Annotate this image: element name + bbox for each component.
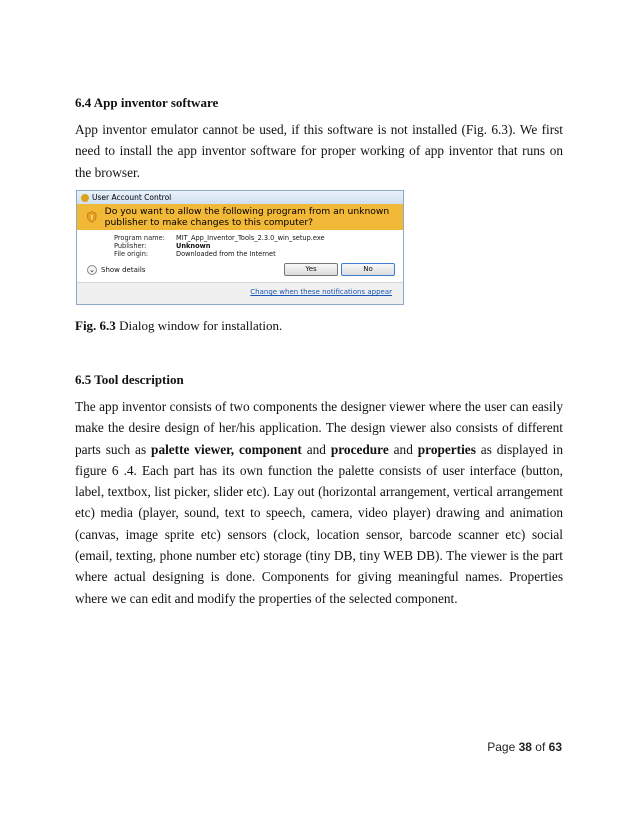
dialog-warning-header <box>77 204 403 230</box>
section-6-4-heading: 6.4 App inventor software <box>75 95 219 110</box>
paragraph-text-start: The app inventor consists of two components the designer viewer where the user can easily make the desire design of her/his application. The design viewer also consists of different parts such as <box>75 399 563 457</box>
yes-button: Yes <box>284 263 338 276</box>
file-origin-row <box>114 250 276 258</box>
program-name-value: MIT_App_Inventor_Tools_2.3.0_win_setup.exe <box>176 234 325 242</box>
show-details-label: Show details <box>101 266 146 274</box>
section-6-4-paragraph: App inventor emulator cannot be used, if this software is not installed (Fig. 6.3). We first need to install the app inventor software for proper working of app inventor that runs on the browser. <box>75 122 563 180</box>
dialog-titlebar <box>77 191 403 204</box>
chevron-down-icon: ⌄ <box>87 265 97 275</box>
program-name-row <box>114 234 325 242</box>
figure-caption-text: Dialog window for installation. <box>115 318 283 333</box>
dialog-footer <box>77 282 403 305</box>
file-origin-value: Downloaded from the Internet <box>176 250 276 258</box>
palette-viewer-term: palette viewer, component <box>151 441 302 457</box>
paragraph-and-2: and <box>388 441 418 457</box>
svg-text:!: ! <box>90 214 94 222</box>
section-6-5-paragraph <box>75 396 563 609</box>
publisher-label: Publisher: <box>114 242 147 250</box>
figure-caption <box>75 318 282 334</box>
dialog-title: User Account Control <box>92 193 172 202</box>
current-page-number: 38 <box>518 740 532 754</box>
uac-shield-small-icon <box>81 194 89 202</box>
page-word: Page <box>487 740 519 754</box>
dialog-question: Do you want to allow the following program from an unknown publisher to make changes to this computer? <box>104 206 390 228</box>
figure-label: Fig. 6.3 <box>75 318 116 333</box>
section-6-5-heading: 6.5 Tool description <box>75 372 184 387</box>
procedure-term: procedure <box>330 441 389 457</box>
file-origin-label: File origin: <box>114 250 149 258</box>
paragraph-and-1: and <box>301 441 331 457</box>
total-pages-number: 63 <box>548 740 562 754</box>
page-number-footer <box>487 740 562 754</box>
properties-term: properties <box>417 441 476 457</box>
change-notifications-link: Change when these notifications appear <box>250 288 392 296</box>
paragraph-text-rest: as displayed in figure 6 .4. Each part has its own function the palette consists of user interface (button, label, textbox, list picker, slider etc). Lay out (horizontal arrangement, vertical arrangement etc) media (player, sound, text to speech, camera, video player) drawing and animation (canvas, image sprite etc) sensors (clock, location sensor, barcode scanner etc) social (email, texting, phone number etc) storage (tiny DB, tiny WEB DB). The viewer is the part where actual designing is done. Components for giving meaningful names. Properties where we can edit and modify the properties of the selected component. <box>75 441 563 606</box>
show-details-toggle <box>87 265 145 275</box>
warning-shield-icon <box>87 208 97 226</box>
of-word: of <box>531 740 549 754</box>
uac-dialog-image <box>76 190 404 305</box>
dialog-body <box>77 230 403 282</box>
publisher-value: Unknown <box>176 242 211 250</box>
program-name-label: Program name: <box>114 234 165 242</box>
publisher-row <box>114 242 210 250</box>
no-button: No <box>341 263 395 276</box>
